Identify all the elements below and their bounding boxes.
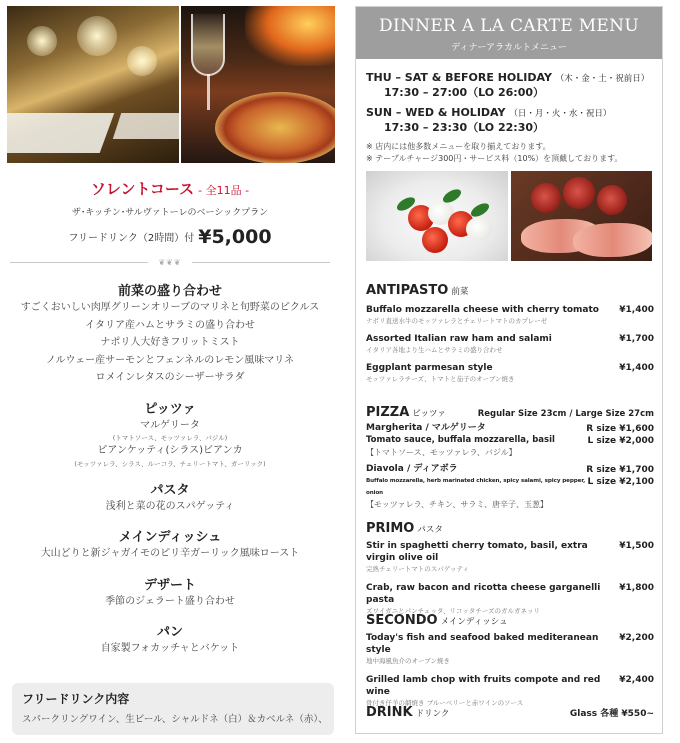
dish-price: ¥1,400 [619,305,654,315]
menu-item [366,582,654,616]
course-list [0,280,340,658]
course-name: ソレントコース [90,180,195,198]
hours-days-1 [366,71,658,86]
menu-item [366,362,654,384]
dish-jp: ナポリ直送水牛のモッツァレラとチェリートマトのカプレーゼ [366,317,548,325]
dish-jp: 【モッツァレラ、チキン、サラミ、唐辛子、玉葱】 [366,500,548,509]
dish-price: ¥1,500 [619,541,654,551]
drink-title [366,705,449,720]
antipasto-section [366,283,654,384]
dish-jp: 骨付き仔羊の網焼き ブルーベリーと赤ワインのソース [366,699,524,707]
hours-days-1-jp: （木・金・土・祝前日） [555,74,650,84]
dish-price-r: R size ¥1,700 [586,465,654,475]
note: ※ テーブルチャージ300円・サービス料（10%）を頂戴しております。 [366,154,623,163]
alacarte-title: DINNER A LA CARTE MENU [379,16,639,36]
antipasto-title: 前菜の盛り合わせ [117,284,222,299]
list-item: 浅利と菜の花のスパゲッティ [105,500,235,512]
dish-desc: Buffalo mozzarella, herb marinated chicken, spicy salami, spicy pepper, onion [366,478,586,496]
primo-label: PRIMO [366,521,415,536]
dish-jp: 【トマトソース、モッツァレラ、バジル】 [366,448,517,457]
drink-label: DRINK [366,705,413,720]
pasta-title: パスタ [150,482,190,498]
alacarte-panel [355,6,663,734]
primo-title [366,521,654,536]
list-item: ピアンケッティ(シラス)ビアンカ [97,445,243,456]
menu-item [366,632,654,666]
hours-time-1: 17:30 – 27:00（LO 26:00） [384,86,544,99]
dish-name: Eggplant parmesan style [366,363,493,373]
list-item-note: (トマトソース、モッツァレラ、バジル) [112,434,228,442]
drink-row [366,705,654,720]
ornament-icon: ❦❦❦ [158,257,182,267]
dish-desc: Tomato sauce, buffala mozzarella, basil [366,435,555,445]
caprese-photo [366,171,508,261]
list-item: 季節のジェラート盛り合わせ [105,595,235,607]
pizza-title [366,405,446,420]
list-item: ノルウェー産サーモンとフェンネルのレモン風味マリネ [45,354,295,366]
dish-jp: イタリア各地より生ハムとサラミの盛り合わせ [366,346,503,354]
list-item: イタリア産ハムとサラミの盛り合わせ [85,319,255,331]
menu-item [366,333,654,355]
pizza-header [366,405,654,420]
secondo-label: SECONDO [366,613,438,628]
pizza-section [366,405,654,511]
pizza-sizes: Regular Size 23cm / Large Size 27cm [477,409,654,419]
alacarte-header [356,7,662,59]
pizza-label: PIZZA [366,405,410,420]
dish-jp: モッツァレラチーズ、トマトと茄子のオーブン焼き [366,375,515,383]
drink-jp: ドリンク [415,709,450,719]
secondo-jp: メインディッシュ [440,617,508,627]
dish-price-r: R size ¥1,600 [586,424,654,434]
hours-days-2-label: SUN – WED & HOLIDAY [366,106,506,119]
course-header [0,178,340,248]
dish-price: ¥1,800 [619,583,654,593]
dish-photos [366,171,652,261]
hours-days-2-jp: （日・月・火・水・祝日） [509,109,612,119]
drink-section [366,705,654,720]
menu-item [366,423,654,459]
opening-hours [366,71,658,165]
antipasto-label: ANTIPASTO [366,283,449,298]
course-drink-label: フリードリンク（2時間）付 [68,233,195,244]
primo-jp: パスタ [417,525,443,535]
list-item: マルゲリータ [140,419,200,431]
menu-item [366,464,654,511]
antipasto-jp: 前菜 [451,287,469,297]
main-title: メインディッシュ [118,530,222,545]
hours-days-1-label: THU – SAT & BEFORE HOLIDAY [366,71,552,84]
course-count: - 全11品 - [198,184,250,197]
drink-price: Glass 各種 ¥550~ [569,709,654,719]
free-drink-text: スパークリングワイン、生ビール、シャルドネ（白）＆カベルネ（赤）、 [22,714,328,725]
restaurant-photo [7,6,179,163]
secondo-title [366,613,654,628]
course-price-row [0,226,340,248]
course-title [0,178,340,199]
dish-name: Stir in spaghetti cherry tomato, basil, extra virgin olive oil [366,541,588,563]
hours-days-2 [366,106,658,121]
dish-price: ¥2,200 [619,633,654,643]
dish-name: Today's fish and seafood baked mediteranean style [366,633,599,655]
list-item: すごくおいしい肉厚グリーンオリーブのマリネと旬野菜のピクルス [20,302,320,313]
bread-title: パン [156,625,183,640]
dish-price: ¥1,400 [619,363,654,373]
menu-item [366,540,654,574]
dish-name: Diavola / ディアボラ [366,464,458,474]
primo-section [366,521,654,616]
dish-price-l: L size ¥2,000 [587,436,654,446]
list-item-note: (モッツァレラ、シラス、ルーコラ、チェリートマト、ガーリック) [74,459,266,468]
dish-price-l: L size ¥2,100 [587,477,654,487]
salumi-photo [511,171,653,261]
list-item: 自家製フォカッチャとバケット [100,643,240,654]
course-subtitle: ザ･キッチン･サルヴァトーレのベーシックプラン [71,208,269,218]
header-photos [7,6,335,163]
pizza-jp: ピッツァ [412,409,446,419]
dish-name: Assorted Italian raw ham and salami [366,334,552,344]
dish-jp: 完熟チェリートマトのスパゲッティ [366,565,470,573]
free-drink-box [12,683,334,735]
course-price: ¥5,000 [198,226,272,248]
ornament-divider [10,258,330,266]
pizza-photo [181,6,335,163]
dish-jp: ズワイガニとパンチェッタ、リコッタチーズのガルガネッリ [366,607,540,615]
dish-name: Crab, raw bacon and ricotta cheese garganelli pasta [366,583,601,605]
list-item: 大山どりと新ジャガイモのピリ辛ガーリック風味ロースト [40,548,300,559]
dish-price: ¥1,700 [619,334,654,344]
dish-jp: 地中海風魚介のオーブン焼き [366,657,450,665]
dish-name: Grilled lamb chop with fruits compote and red wine [366,675,601,697]
hours-time-2: 17:30 – 23:30（LO 22:30） [384,121,544,134]
list-item: ロメインレタスのシーザーサラダ [95,372,245,383]
dish-name: Margherita / マルゲリータ [366,423,486,433]
dish-price: ¥2,400 [619,675,654,685]
menu-item [366,304,654,326]
antipasto-title [366,283,654,298]
secondo-section [366,613,654,708]
pizza-title: ピッツァ [144,401,196,417]
list-item: ナポリ人大好きフリットミスト [100,337,240,348]
dessert-title: デザート [143,577,196,593]
free-drink-title: フリードリンク内容 [22,692,130,706]
note: ※ 店内には他多数メニューを取り揃えております。 [366,142,551,151]
alacarte-subtitle: ディナーアラカルトメニュー [451,43,567,53]
dish-name: Buffalo mozzarella cheese with cherry tomato [366,305,599,315]
menu-item [366,674,654,708]
